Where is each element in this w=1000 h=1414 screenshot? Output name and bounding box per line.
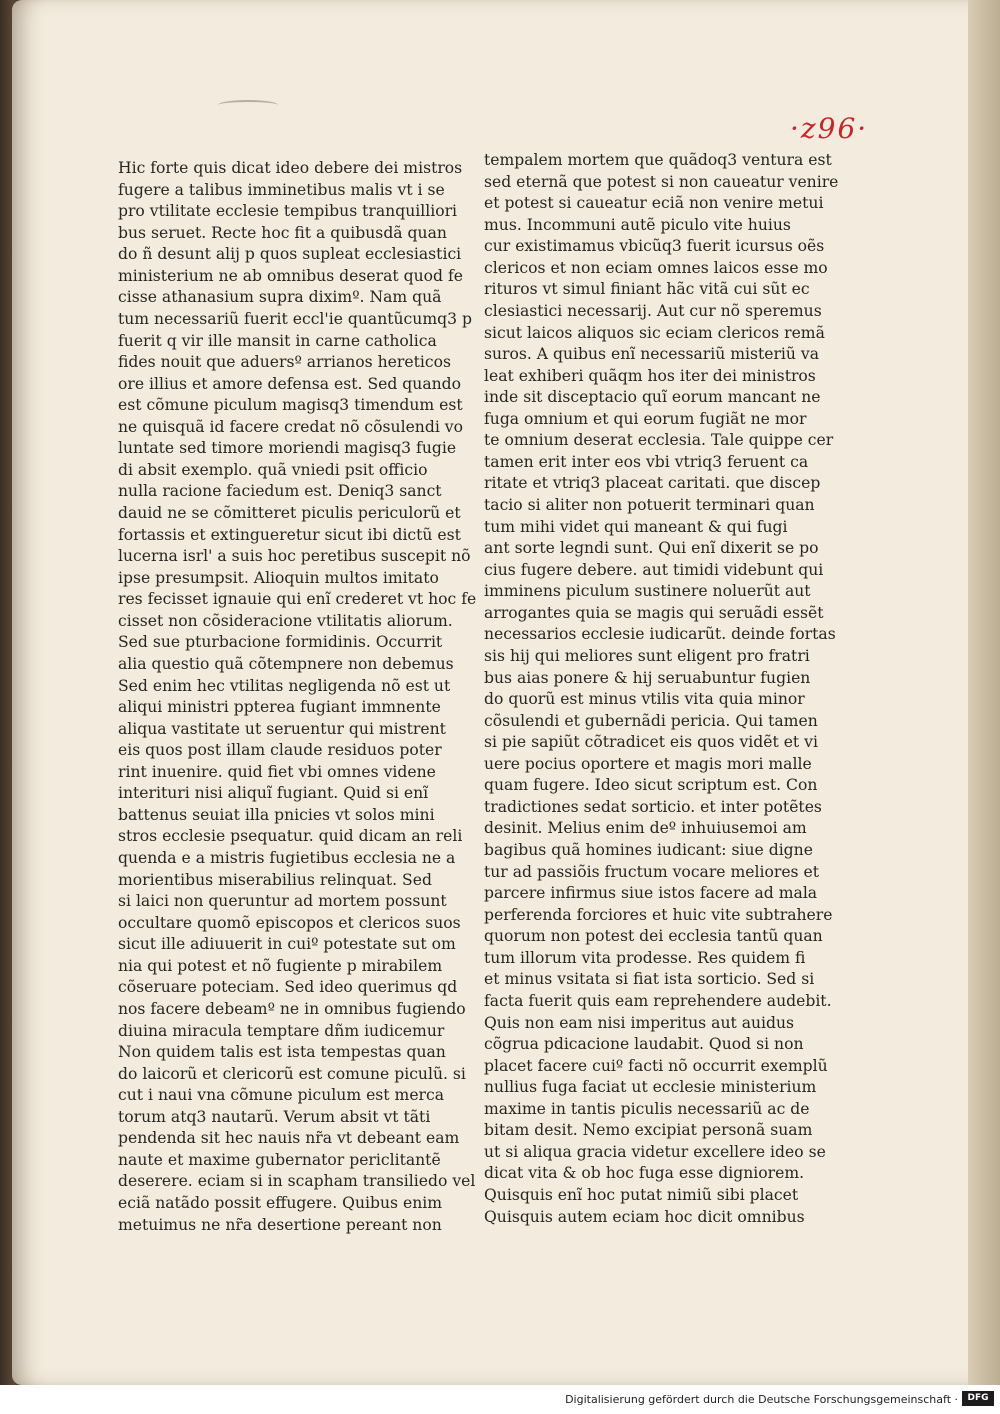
text-line: Sed enim hec vtilitas negligenda nõ est ut [118, 676, 451, 695]
text-line: di absit exemplo. quã vniedi psit officio [118, 460, 428, 479]
text-line: naute et maxime gubernator periclitantẽ [118, 1150, 441, 1169]
text-line: facta fuerit quis eam reprehendere audebit. [484, 991, 832, 1010]
text-line: fides nouit que aduersº arrianos hereticos [118, 353, 451, 372]
text-line: si pie sapiũt cõtradicet eis quos vidẽt et vi [484, 733, 818, 752]
text-line: cut i naui vna cõmune piculum est merca [118, 1086, 445, 1105]
text-line: cius fugere debere. aut timidi videbunt qui [484, 560, 824, 579]
text-line: arrogantes quia se magis qui seruãdi essẽt [484, 603, 824, 622]
text-line: si laici non queruntur ad mortem possunt [118, 892, 447, 911]
text-line: fuga omnium et qui eorum fugiãt ne mor [484, 409, 807, 428]
text-line: et minus vsitata si fiat ista sorticio. Sed si [484, 970, 815, 989]
text-line: do ñ desunt alij p quos supleat ecclesiastici [118, 245, 462, 264]
text-line: clesiastici necessarij. Aut cur nõ speremus [484, 301, 822, 320]
text-line: dicat vita & ob hoc fuga esse digniorem. [484, 1164, 805, 1183]
text-line: cõseruare poteciam. Sed ideo querimus qd [118, 978, 458, 997]
text-line: eis quos post illam claude residuos poter [118, 741, 442, 760]
text-line: ut si aliqua gracia videtur excellere ideo se [484, 1142, 826, 1161]
text-line: metuimus ne nr̃a desertione pereant non [118, 1215, 442, 1234]
text-line: nia qui potest et nõ fugiente p mirabilem [118, 956, 443, 975]
text-line: imminens piculum sustinere noluerũt aut [484, 582, 811, 601]
text-line: maxime in tantis piculis necessariũ ac de [484, 1099, 810, 1118]
text-line: et potest si caueatur eciã non venire metui [484, 194, 824, 213]
text-line: occultare quomõ episcopos et clericos suos [118, 913, 461, 932]
text-line: parcere infirmus siue istos facere ad mala [484, 884, 818, 903]
text-line: Sed sue pturbacione formidinis. Occurrit [118, 633, 443, 652]
text-line: ministerium ne ab omnibus deserat quod fe [118, 266, 463, 285]
text-line: te omnium deserat ecclesia. Tale quippe cer [484, 431, 834, 450]
text-line: sed eternã que potest si non caueatur venire [484, 172, 839, 191]
text-line: sicut ille adiuuerit in cuiº potestate sut om [118, 935, 456, 954]
text-line: sicut laicos aliquos sic eciam clericos remã [484, 323, 825, 342]
text-line: tamen erit inter eos vbi vtriq3 feruent ca [484, 452, 809, 471]
text-line: mus. Incommuni autẽ piculo vite huius [484, 215, 791, 234]
left-text-column [118, 158, 477, 1236]
text-line: nos facere debeamº ne in omnibus fugiendo [118, 999, 466, 1018]
text-line: inde sit disceptacio quĩ eorum mancant ne [484, 388, 821, 407]
funding-credit: Digitalisierung gefördert durch die Deutsche Forschungsgemeinschaft · [565, 1393, 958, 1406]
page-edge [968, 0, 1000, 1385]
text-line: tum illorum vita prodesse. Res quidem fi [484, 948, 806, 967]
text-line: diuina miracula temptare dñm iudicemur [118, 1021, 445, 1040]
text-line: rituros vt simul finiant hãc vitã cui sũt ec [484, 280, 810, 299]
text-line: quorum non potest dei ecclesia tantũ quan [484, 927, 823, 946]
text-line: bitam desit. Nemo excipiat personã suam [484, 1121, 813, 1140]
ink-smudge [218, 100, 278, 110]
text-line: torum atq3 nautarũ. Verum absit vt tãti [118, 1107, 431, 1126]
text-line: nulla racione faciedum est. Deniq3 sanct [118, 482, 442, 501]
text-line: do quorũ est minus vtilis vita quia minor [484, 690, 805, 709]
text-line: cõgrua pdicacione laudabit. Quod si non [484, 1035, 804, 1054]
text-line: pendenda sit hec nauis nr̃a vt debeant eam [118, 1129, 460, 1148]
text-line: tum necessariũ fuerit eccl'ie quantũcumq3 p [118, 309, 472, 328]
text-line: quenda e a mistris fugietibus ecclesia ne a [118, 849, 456, 867]
text-line: aliqui ministri ppterea fugiant immnente [118, 698, 441, 717]
text-line: stros ecclesie psequatur. quid dicam an reli [118, 827, 463, 846]
text-line: bus seruet. Recte hoc fit a quibusdã quan [118, 223, 447, 242]
text-line: nullius fuga faciat ut ecclesie ministerium [484, 1078, 817, 1097]
text-line: ipse presumpsit. Alioquin multos imitato [118, 568, 439, 587]
text-line: dauid ne se cõmitteret piculis periculorũ et [118, 504, 461, 522]
text-line: tempalem mortem que quãdoq3 ventura est [484, 151, 832, 169]
text-line: Quis non eam nisi imperitus aut auidus [484, 1013, 795, 1032]
text-line: alia questio quã cõtempnere non debemus [118, 654, 454, 673]
text-line: desinit. Melius enim deº inhuiusemoi am [484, 819, 807, 838]
text-line: aliqua vastitate ut seruentur qui mistrent [118, 719, 446, 738]
text-line: leat exhiberi quãqm hos iter dei ministros [484, 366, 816, 385]
text-line: fuerit q vir ille mansit in carne catholica [118, 331, 437, 350]
text-line: deserere. eciam si in scapham transiliedo vel [118, 1172, 476, 1191]
text-line: ore illius et amore defensa est. Sed quando [118, 374, 462, 393]
text-line: rint inuenire. quid fiet vbi omnes videne [118, 762, 436, 781]
text-line: necessarios ecclesie iudicarũt. deinde fortas [484, 625, 836, 644]
text-line: do laicorũ et clericorũ est comune piculũ. si [118, 1064, 466, 1083]
text-line: ritate et vtriq3 placeat caritati. que discep [484, 474, 821, 493]
text-line: suros. A quibus enĩ necessariũ misteriũ va [484, 345, 820, 364]
text-line: tacio si aliter non potuerit terminari quan [484, 496, 815, 514]
text-line: luntate sed timore moriendi magisq3 fugie [118, 439, 457, 458]
right-text-column [484, 150, 839, 1228]
text-line: est cõmune piculum magisq3 timendum est [118, 396, 463, 415]
text-line: fugere a talibus imminetibus malis vt i se [118, 180, 445, 199]
text-line: morientibus miserabilius relinquat. Sed [118, 870, 432, 889]
text-line: bus aias ponere & hij seruabuntur fugien [484, 668, 811, 687]
text-line: Non quidem talis est ista tempestas quan [118, 1043, 446, 1062]
text-line: tradictiones sedat sorticio. et inter potẽtes [484, 797, 822, 816]
text-line: ne quisquã id facere credat nõ cõsulendi vo [118, 417, 463, 436]
footer-bar [0, 1385, 1000, 1414]
text-line: lucerna isrl' a suis hoc peretibus suscepit nõ [118, 547, 471, 566]
text-line: perferenda forciores et huic vite subtrahere [484, 905, 833, 924]
text-line: battenus seuiat illa pnicies vt solos mini [118, 805, 435, 824]
text-line: Quisquis enĩ hoc putat nimiũ sibi placet [484, 1186, 799, 1204]
text-line: Hic forte quis dicat ideo debere dei mistros [118, 159, 463, 177]
text-line: cisse athanasium supra diximº. Nam quã [118, 288, 442, 307]
text-line: uere pocius oportere et magis mori malle [484, 754, 812, 773]
text-line: eciã natãdo possit effugere. Quibus enim [118, 1194, 443, 1212]
text-line: res fecisset ignauie qui enĩ crederet vt hoc fe [118, 590, 477, 609]
text-line: placet facere cuiº facti nõ occurrit exemplũ [484, 1056, 828, 1075]
text-line: Quisquis autem eciam hoc dicit omnibus [484, 1207, 805, 1226]
text-line: sis hij qui meliores sunt eligent pro fratri [484, 646, 810, 665]
dfg-logo: DFG [962, 1391, 994, 1406]
text-line: pro vtilitate ecclesie tempibus tranquilliori [118, 202, 458, 221]
text-line: ant sorte legndi sunt. Qui enĩ dixerit se po [484, 539, 819, 558]
text-line: tum mihi videt qui maneant & qui fugi [484, 517, 788, 536]
text-line: quam fugere. Ideo sicut scriptum est. Con [484, 776, 818, 795]
text-line: interituri nisi aliquĩ fugiant. Quid si enĩ [118, 784, 429, 803]
text-line: tur ad passiõis fructum vocare meliores et [484, 862, 819, 881]
text-line: bagibus quã homines iudicant: siue digne [484, 841, 813, 859]
text-line: cur existimamus vbicũq3 fuerit icursus oẽs [484, 237, 825, 256]
folio-number: ·z96· [790, 112, 869, 145]
text-line: fortassis et extingueretur sicut ibi dictũ est [118, 525, 461, 544]
text-line: cõsulendi et gubernãdi pericia. Qui tamen [484, 711, 818, 730]
text-line: cisset non cõsideracione vtilitatis aliorum. [118, 611, 453, 630]
text-line: clericos et non eciam omnes laicos esse mo [484, 258, 828, 277]
